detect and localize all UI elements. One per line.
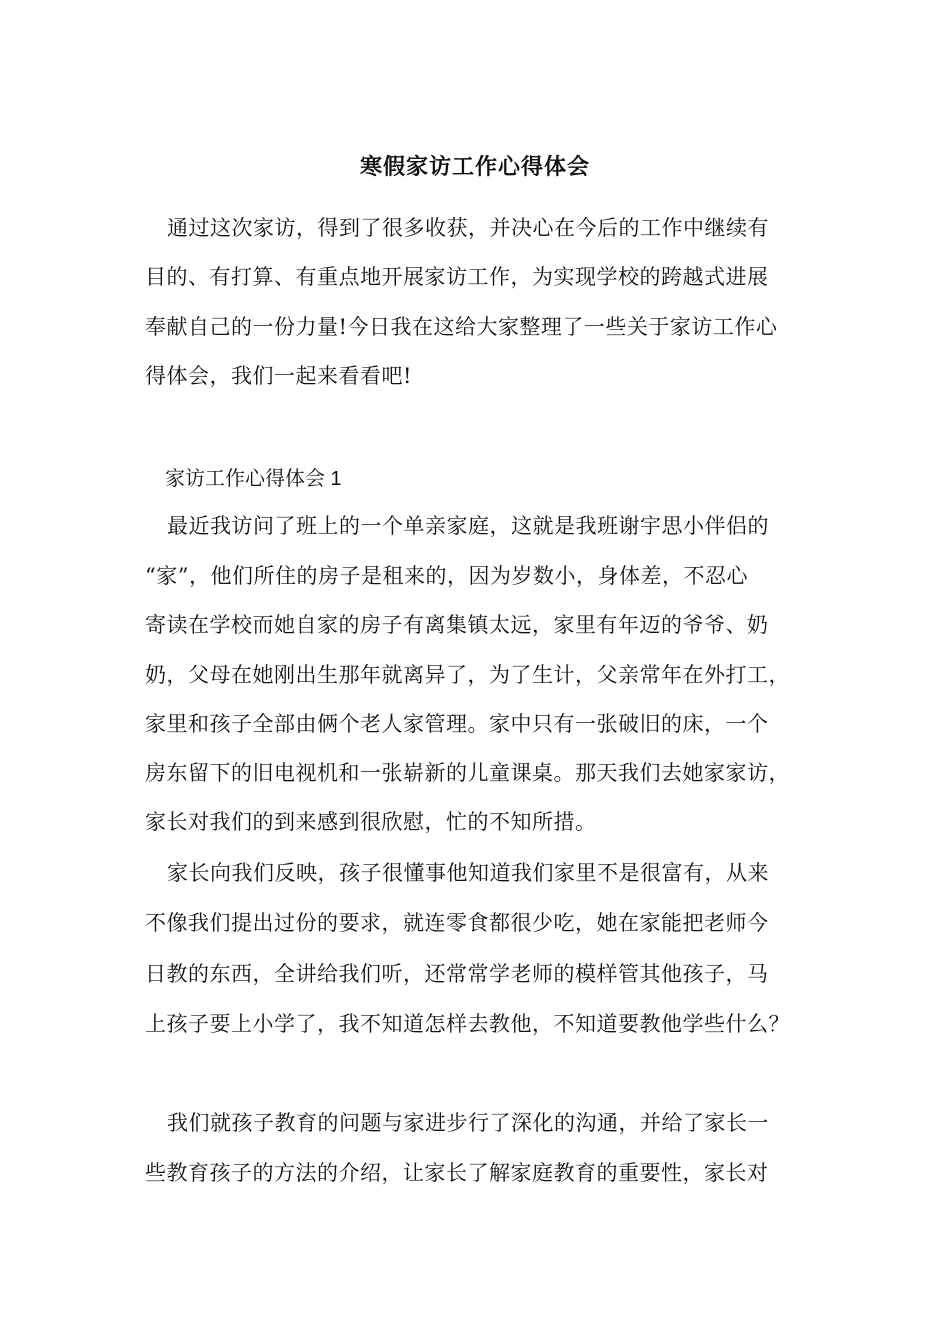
paragraph-line: 最近我访问了班上的一个单亲家庭，这就是我班谢宇思小伴侣的 bbox=[167, 514, 769, 538]
paragraph-line: 寄读在学校而她自家的房子有离集镇太远，家里有年迈的爷爷、奶 bbox=[145, 613, 769, 637]
paragraph-line: 日教的东西，全讲给我们听，还常常学老师的模样管其他孩子，马 bbox=[145, 962, 769, 986]
intro-line: 通过这次家访，得到了很多收获，并决心在今后的工作中继续有 bbox=[167, 216, 769, 240]
paragraph-line: 家长向我们反映，孩子很懂事他知道我们家里不是很富有，从来 bbox=[167, 861, 769, 885]
paragraph-line: 不像我们提出过份的要求，就连零食都很少吃，她在家能把老师今 bbox=[145, 911, 769, 935]
intro-line: 目的、有打算、有重点地开展家访工作，为实现学校的跨越式进展 bbox=[145, 265, 769, 289]
section-heading: 家访工作心得体会 1 bbox=[165, 468, 342, 490]
paragraph-line: 房东留下的旧电视机和一张崭新的儿童课桌。那天我们去她家家访， bbox=[145, 761, 790, 785]
paragraph-line: 我们就孩子教育的问题与家进步行了深化的沟通，并给了家长一 bbox=[167, 1111, 769, 1135]
document-title: 寒假家访工作心得体会 bbox=[359, 154, 590, 180]
intro-line: 奉献自己的一份力量!今日我在这给大家整理了一些关于家访工作心 bbox=[145, 315, 778, 339]
paragraph-line: 奶，父母在她刚出生那年就离异了，为了生计，父亲常年在外打工， bbox=[145, 663, 790, 687]
paragraph-line: 上孩子要上小学了，我不知道怎样去教他，不知道要教他学些什么？ bbox=[145, 1012, 790, 1036]
paragraph-line: 些教育孩子的方法的介绍，让家长了解家庭教育的重要性，家长对 bbox=[145, 1161, 769, 1185]
paragraph-line: “家”，他们所住的房子是租来的，因为岁数小，身体差，不忍心 bbox=[145, 564, 748, 588]
paragraph-line: 家长对我们的到来感到很欣慰，忙的不知所措。 bbox=[145, 810, 597, 834]
paragraph-line: 家里和孩子全部由俩个老人家管理。家中只有一张破旧的床，一个 bbox=[145, 712, 769, 736]
intro-line: 得体会，我们一起来看看吧! bbox=[145, 364, 412, 388]
